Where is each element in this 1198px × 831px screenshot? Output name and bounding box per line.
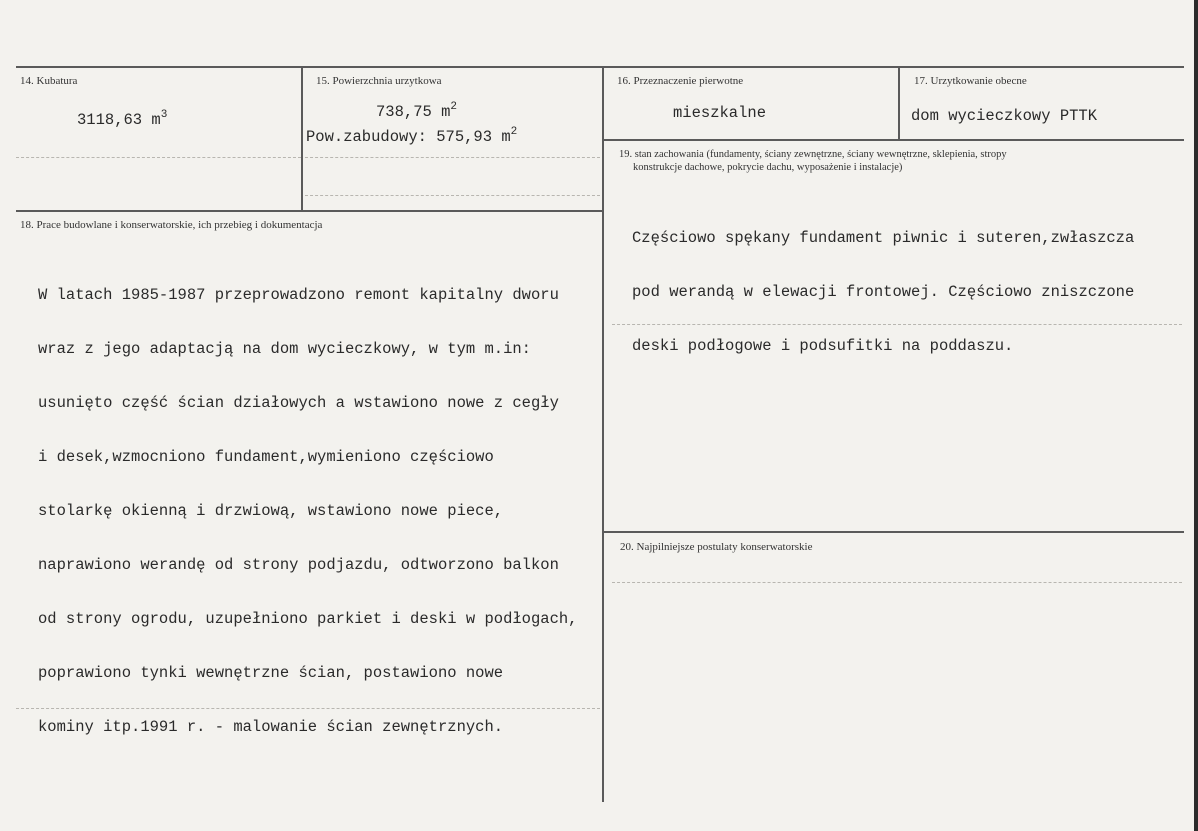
f18-top-line	[16, 210, 604, 212]
f15-built-area-text: Pow.zabudowy: 575,93 m	[306, 128, 511, 146]
guide-line	[305, 157, 600, 158]
f17-label: 17. Urzytkowanie obecne	[914, 75, 1027, 87]
f17-value: dom wycieczkowy PTTK	[911, 107, 1098, 125]
f15-built-area	[306, 126, 517, 146]
f14-value-text: 3118,63 m	[77, 111, 161, 129]
f16-label: 16. Przeznaczenie pierwotne	[617, 75, 744, 87]
f20-top-line	[604, 531, 1184, 533]
divider-14-15	[301, 66, 303, 211]
f19-line: deski podłogowe i podsufitki na poddaszu.	[632, 337, 1014, 355]
f19-line: pod werandą w elewacji frontowej. Częściowo zniszczone	[632, 283, 1135, 301]
divider-16-17	[898, 66, 900, 140]
top-border	[16, 66, 1184, 68]
f19-label-line2: konstrukcje dachowe, pokrycie dachu, wyposażenie i instalacje)	[633, 162, 903, 173]
guide-line	[305, 195, 600, 196]
f15-label: 15. Powierzchnia urzytkowa	[316, 75, 442, 87]
f15-usable-area-sup: 2	[450, 101, 458, 113]
f19-line: Częściowo spękany fundament piwnic i suteren,zwłaszcza	[632, 229, 1135, 247]
f20-label: 20. Najpilniejsze postulaty konserwatorskie	[620, 541, 813, 553]
f15-usable-area	[376, 101, 457, 121]
guide-line	[16, 157, 301, 158]
f18-text	[38, 250, 578, 772]
f16-value: mieszkalne	[673, 104, 767, 122]
f14-label: 14. Kubatura	[20, 75, 78, 87]
f15-usable-area-text: 738,75 m	[376, 103, 451, 121]
f19-label-line1: 19. stan zachowania (fundamenty, ściany zewnętrzne, ściany wewnętrzne, sklepienia, stropy	[619, 149, 1007, 160]
f18-line: i desek,wzmocniono fundament,wymieniono częściowo	[38, 448, 494, 466]
row1-bottom-line	[604, 139, 1184, 141]
f18-line: naprawiono werandę od strony podjazdu, odtworzono balkon	[38, 556, 559, 574]
f14-value	[77, 109, 167, 129]
f18-line: od strony ogrodu, uzupełniono parkiet i deski w podłogach,	[38, 610, 578, 628]
f18-line: stolarkę okienną i drzwiową, wstawiono nowe piece,	[38, 502, 504, 520]
f18-line: poprawiono tynki wewnętrzne ścian, postawiono nowe	[38, 664, 504, 682]
main-vertical-divider	[602, 66, 604, 802]
f18-line: usunięto część ścian działowych a wstawiono nowe z cegły	[38, 394, 559, 412]
f18-line: kominy itp.1991 r. - malowanie ścian zewnętrznych.	[38, 718, 504, 736]
guide-line	[612, 582, 1182, 583]
f19-text	[632, 193, 1134, 391]
f18-label: 18. Prace budowlane i konserwatorskie, ich przebieg i dokumentacja	[20, 219, 323, 231]
f15-built-area-sup: 2	[510, 126, 518, 138]
f18-line: wraz z jego adaptacją na dom wycieczkowy, w tym m.in:	[38, 340, 531, 358]
f18-line: W latach 1985-1987 przeprowadzono remont kapitalny dworu	[38, 286, 559, 304]
f14-value-sup: 3	[160, 109, 168, 121]
scan-edge	[1194, 0, 1198, 831]
